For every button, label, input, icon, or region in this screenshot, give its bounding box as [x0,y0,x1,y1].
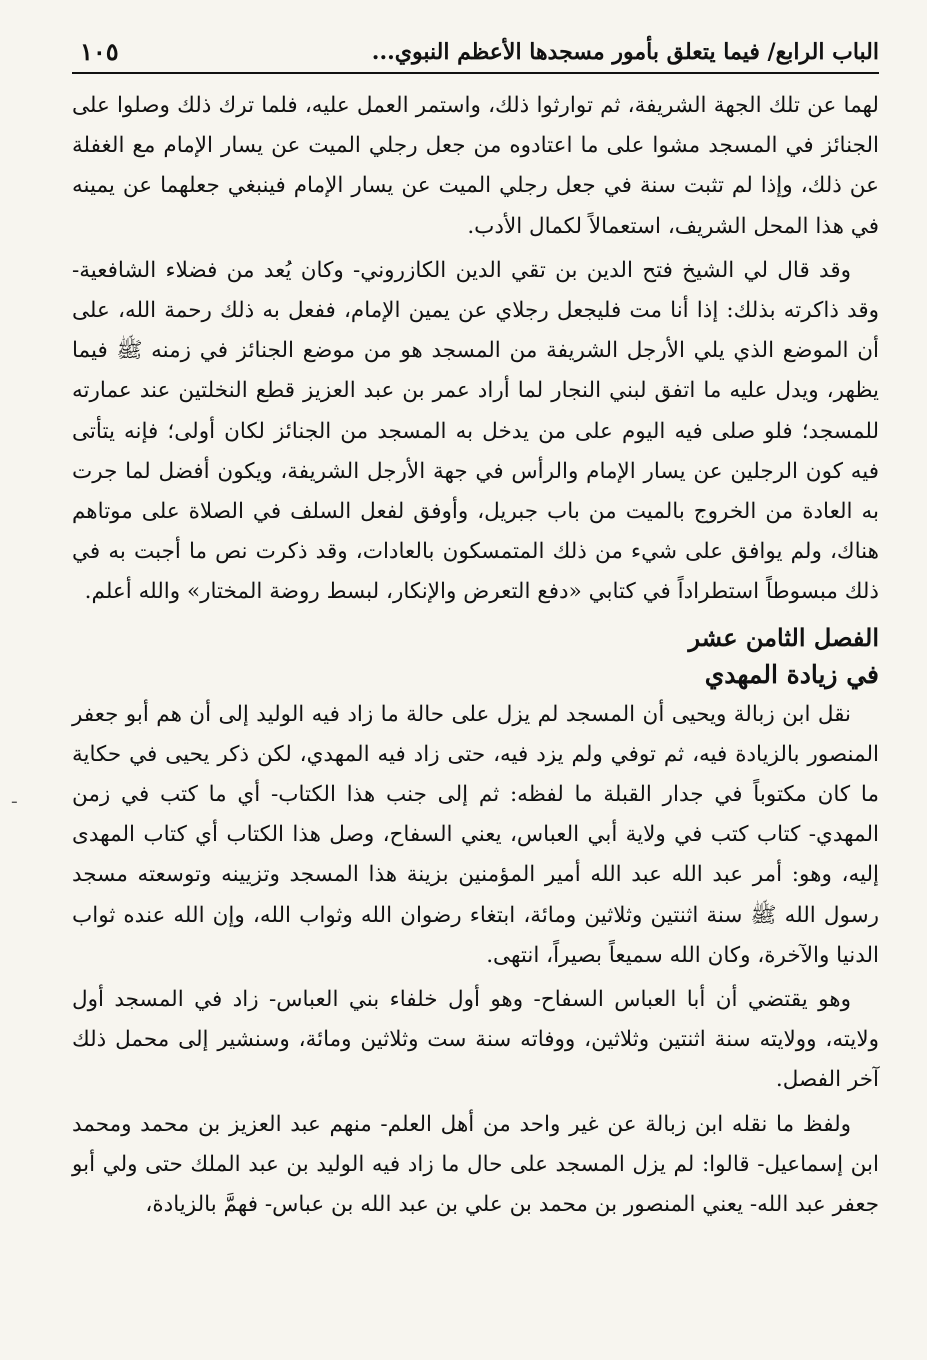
body-text [72,86,879,1225]
paragraph: نقل ابن زبالة ويحيى أن المسجد لم يزل على حالة ما زاد فيه الوليد إلى أن هم أبو جعفر المنصور بالزيادة فيه، ثم توفي ولم يزد فيه، حتى زاد فيه المهدي، لكن ذكر يحيى في حكاية ما كان مكتوباً في جدار القبلة ما لفظه: ثم إلى جنب هذا الكتاب- أي ما كتب في زمن المهدي- كتاب كتب في ولاية أبي العباس، يعني السفاح، وصل هذا الكتاب أي كتاب المهدى إليه، وهو: أمر عبد الله عبد الله أمير المؤمنين بزينة هذا المسجد وتزيينه وتوسعته مسجد رسول الله ﷺ سنة اثنتين وثلاثين ومائة، ابتغاء رضوان الله وثواب الله، وإن الله عنده ثواب الدنيا والآخرة، وكان الله سميعاً بصيراً، انتهى. [72,701,879,968]
running-title: الباب الرابع/ فيما يتعلق بأمور مسجدها الأعظم النبوي... [371,39,879,65]
running-header [72,36,879,74]
paragraph: وقد قال لي الشيخ فتح الدين بن تقي الدين الكازروني- وكان يُعد من فضلاء الشافعية- وقد ذاكرته بذلك: إذا أنا مت فليجعل رجلاي عن يمين الإمام، ففعل به ذلك رحمة الله، على أن الموضع الذي يلي الأرجل الشريفة من المسجد هو من موضع الجنائز في زمنه ﷺ فيما يظهر، ويدل عليه ما اتفق لبني النجار لما أراد عمر بن عبد العزيز قطع النخلتين عند عمارته للمسجد؛ فلو صلى فيه اليوم على من يدخل به المسجد من الجنائز لكان أولى؛ فإنه يتأتى فيه كون الرجلين عن يسار الإمام والرأس في جهة الأرجل الشريفة، ويكون أفضل لما جرت به العادة من الخروج بالميت من باب جبريل، وأوفق لفعل السلف في الصلاة على موتاهم هناك، ولم يوافق على شيء من ذلك المتمسكون بالعادات، وقد ذكرت نص ما أجبت به في ذلك مبسوطاً استطراداً في كتابي «دفع التعرض والإنكار، لبسط روضة المختار» والله أعلم. [72,257,879,605]
paragraph: ولفظ ما نقله ابن زبالة عن غير واحد من أهل العلم- منهم عبد العزيز بن محمد ومحمد ابن إسماعيل- قالوا: لم يزل المسجد على حال ما زاد فيه الوليد بن عبد الملك حتى ولي أبو جعفر عبد الله- يعني المنصور بن محمد بن علي بن عبد الله بن عباس- فهمَّ بالزيادة، [72,1111,879,1218]
margin-mark: ـ [12,788,17,807]
chapter-title: الفصل الثامن عشر [688,622,879,652]
paragraph: لهما عن تلك الجهة الشريفة، ثم توارثوا ذلك، واستمر العمل عليه، فلما ترك ذلك وصلوا على الجنائز في المسجد مشوا على ما اعتادوه من جعل رجلي الميت عن يسار الإمام مع الغفلة عن ذلك، وإذا لم تثبت سنة في جعل رجلي الميت عن يسار الإمام فينبغي جعلهما عن يمينه في هذا المحل الشريف، استعمالاً لكمال الأدب. [72,93,879,239]
page-number: ١٠٥ [80,37,119,66]
chapter-subtitle: في زيادة المهدي [704,659,879,689]
paragraph: وهو يقتضي أن أبا العباس السفاح- وهو أول خلفاء بني العباس- زاد في المسجد أول ولايته، وولايته سنة اثنتين وثلاثين، ووفاته سنة ست وثلاثين ومائة، وسنشير إلى محمل ذلك آخر الفصل. [72,987,879,1093]
